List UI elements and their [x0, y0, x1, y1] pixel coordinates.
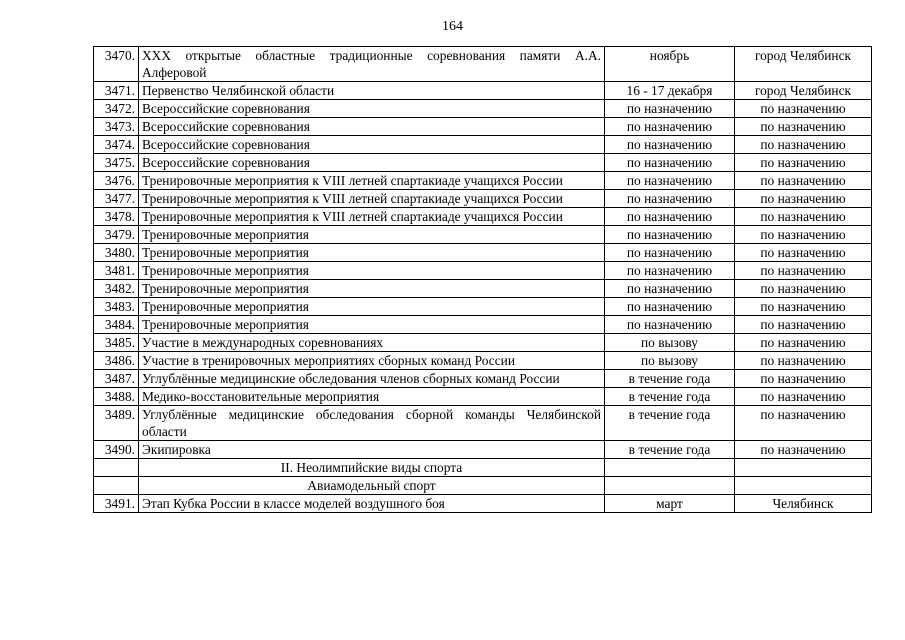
event-date-cell: по назначению [605, 154, 735, 172]
event-place-cell [735, 459, 872, 477]
row-number-cell: 3483. [94, 298, 139, 316]
event-place-cell: по назначению [735, 136, 872, 154]
table-row [94, 226, 872, 244]
event-name-cell: Всероссийские соревнования [139, 100, 605, 118]
row-number-cell [94, 459, 139, 477]
table-row [94, 190, 872, 208]
event-place-cell: по назначению [735, 298, 872, 316]
event-place-cell [735, 477, 872, 495]
section-heading-cell: II. Неолимпийские виды спорта [139, 459, 605, 477]
table-row [94, 262, 872, 280]
event-name-cell: Тренировочные мероприятия к VIII летней спартакиаде учащихся России [139, 208, 605, 226]
event-date-cell: по вызову [605, 352, 735, 370]
row-number-cell: 3475. [94, 154, 139, 172]
event-place-cell: город Челябинск [735, 47, 872, 82]
event-date-cell: по назначению [605, 316, 735, 334]
event-date-cell: по назначению [605, 244, 735, 262]
row-number-cell: 3473. [94, 118, 139, 136]
event-date-cell: март [605, 495, 735, 513]
event-date-cell: по назначению [605, 136, 735, 154]
event-place-cell: по назначению [735, 154, 872, 172]
event-place-cell: город Челябинск [735, 82, 872, 100]
table-row [94, 172, 872, 190]
event-place-cell: по назначению [735, 262, 872, 280]
row-number-cell: 3488. [94, 388, 139, 406]
event-name-cell: Этап Кубка России в классе моделей воздушного боя [139, 495, 605, 513]
row-number-cell: 3486. [94, 352, 139, 370]
table-row [94, 136, 872, 154]
row-number-cell: 3472. [94, 100, 139, 118]
row-number-cell: 3476. [94, 172, 139, 190]
event-place-cell: по назначению [735, 172, 872, 190]
event-name-cell: Углублённые медицинские обследования сборной команды Челябинской области [139, 406, 605, 441]
table-row [94, 495, 872, 513]
event-date-cell: в течение года [605, 406, 735, 441]
row-number-cell: 3484. [94, 316, 139, 334]
table-row [94, 388, 872, 406]
event-name-cell: Тренировочные мероприятия [139, 280, 605, 298]
event-date-cell: по назначению [605, 118, 735, 136]
event-place-cell: по назначению [735, 441, 872, 459]
event-date-cell: по назначению [605, 226, 735, 244]
event-name-cell: Тренировочные мероприятия [139, 298, 605, 316]
table-row [94, 100, 872, 118]
row-number-cell: 3481. [94, 262, 139, 280]
table-row [94, 47, 872, 82]
event-name-cell: Участие в международных соревнованиях [139, 334, 605, 352]
event-place-cell: по назначению [735, 118, 872, 136]
row-number-cell: 3470. [94, 47, 139, 82]
row-number-cell: 3487. [94, 370, 139, 388]
event-date-cell: в течение года [605, 370, 735, 388]
row-number-cell: 3485. [94, 334, 139, 352]
event-place-cell: по назначению [735, 190, 872, 208]
event-name-cell: Первенство Челябинской области [139, 82, 605, 100]
table-row [94, 82, 872, 100]
event-date-cell: в течение года [605, 441, 735, 459]
table-row [94, 334, 872, 352]
row-number-cell: 3471. [94, 82, 139, 100]
row-number-cell: 3489. [94, 406, 139, 441]
section-row [94, 459, 872, 477]
row-number-cell: 3490. [94, 441, 139, 459]
event-name-cell: Всероссийские соревнования [139, 154, 605, 172]
event-place-cell: по назначению [735, 406, 872, 441]
table-row [94, 441, 872, 459]
table-row [94, 370, 872, 388]
event-name-cell: XXX открытые областные традиционные соревнования памяти А.А. Алферовой [139, 47, 605, 82]
events-table [93, 46, 872, 513]
table-row [94, 406, 872, 441]
table-row [94, 280, 872, 298]
event-name-cell: Тренировочные мероприятия к VIII летней спартакиаде учащихся России [139, 172, 605, 190]
event-place-cell: по назначению [735, 226, 872, 244]
table-row [94, 118, 872, 136]
event-date-cell: по назначению [605, 100, 735, 118]
table-row [94, 316, 872, 334]
event-name-cell: Участие в тренировочных мероприятиях сборных команд России [139, 352, 605, 370]
table-row [94, 208, 872, 226]
event-place-cell: по назначению [735, 316, 872, 334]
section-heading-cell: Авиамодельный спорт [139, 477, 605, 495]
event-date-cell [605, 477, 735, 495]
event-date-cell: по назначению [605, 172, 735, 190]
event-place-cell: Челябинск [735, 495, 872, 513]
row-number-cell: 3482. [94, 280, 139, 298]
event-name-cell: Тренировочные мероприятия к VIII летней спартакиаде учащихся России [139, 190, 605, 208]
row-number-cell: 3474. [94, 136, 139, 154]
section-row [94, 477, 872, 495]
row-number-cell [94, 477, 139, 495]
event-name-cell: Всероссийские соревнования [139, 136, 605, 154]
event-date-cell: по назначению [605, 262, 735, 280]
event-date-cell: по назначению [605, 208, 735, 226]
event-name-cell: Экипировка [139, 441, 605, 459]
event-place-cell: по назначению [735, 244, 872, 262]
row-number-cell: 3478. [94, 208, 139, 226]
event-place-cell: по назначению [735, 370, 872, 388]
table-row [94, 244, 872, 262]
event-date-cell: ноябрь [605, 47, 735, 82]
event-place-cell: по назначению [735, 334, 872, 352]
event-name-cell: Тренировочные мероприятия [139, 244, 605, 262]
event-place-cell: по назначению [735, 280, 872, 298]
table-row [94, 298, 872, 316]
event-place-cell: по назначению [735, 100, 872, 118]
event-name-cell: Медико-восстановительные мероприятия [139, 388, 605, 406]
event-date-cell: по назначению [605, 280, 735, 298]
row-number-cell: 3479. [94, 226, 139, 244]
event-place-cell: по назначению [735, 208, 872, 226]
event-name-cell: Тренировочные мероприятия [139, 316, 605, 334]
row-number-cell: 3491. [94, 495, 139, 513]
event-date-cell: по назначению [605, 190, 735, 208]
event-name-cell: Тренировочные мероприятия [139, 262, 605, 280]
row-number-cell: 3480. [94, 244, 139, 262]
event-date-cell: в течение года [605, 388, 735, 406]
event-date-cell: по назначению [605, 298, 735, 316]
table-row [94, 154, 872, 172]
event-place-cell: по назначению [735, 388, 872, 406]
page-number: 164 [442, 19, 463, 34]
event-date-cell: 16 - 17 декабря [605, 82, 735, 100]
event-date-cell [605, 459, 735, 477]
event-place-cell: по назначению [735, 352, 872, 370]
event-name-cell: Тренировочные мероприятия [139, 226, 605, 244]
event-name-cell: Всероссийские соревнования [139, 118, 605, 136]
event-date-cell: по вызову [605, 334, 735, 352]
row-number-cell: 3477. [94, 190, 139, 208]
table-row [94, 352, 872, 370]
event-name-cell: Углублённые медицинские обследования членов сборных команд России [139, 370, 605, 388]
